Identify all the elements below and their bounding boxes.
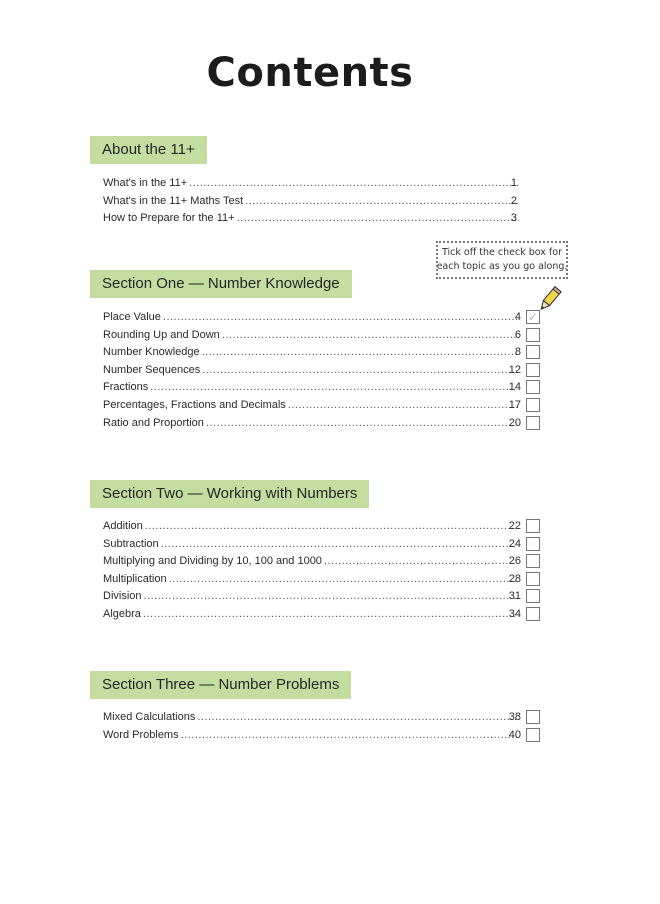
entry-page-number: 14 (508, 381, 521, 394)
entry-title: Mixed Calculations (103, 709, 197, 727)
dot-leader (202, 344, 517, 362)
entry-page-number: 28 (508, 572, 521, 585)
entry-list-section-one (103, 309, 543, 432)
topic-checkbox[interactable] (526, 607, 540, 621)
topic-checkbox[interactable] (526, 380, 540, 394)
topic-checkbox[interactable] (526, 363, 540, 377)
topic-checkbox[interactable] (526, 554, 540, 568)
dot-leader (163, 309, 517, 327)
entry-title: Ratio and Proportion (103, 415, 206, 433)
toc-entry[interactable] (103, 397, 543, 415)
entry-title: Number Sequences (103, 362, 202, 380)
topic-checkbox[interactable] (526, 519, 540, 533)
toc-entry[interactable] (103, 362, 543, 380)
toc-entry[interactable] (103, 571, 543, 589)
entry-page-number: 3 (510, 212, 517, 225)
entry-title: Place Value (103, 309, 163, 327)
topic-checkbox[interactable] (526, 310, 540, 324)
toc-entry[interactable] (103, 553, 543, 571)
dot-leader (181, 727, 517, 745)
topic-checkbox[interactable] (526, 572, 540, 586)
dot-leader (324, 553, 517, 571)
section-header-about: About the 11+ (90, 136, 207, 164)
toc-entry[interactable] (103, 175, 543, 193)
entry-page-number: 8 (514, 346, 521, 359)
section-header-three: Section Three — Number Problems (90, 671, 351, 699)
toc-entry[interactable] (103, 210, 543, 228)
entry-title: Number Knowledge (103, 344, 202, 362)
note-line: Tick off the check box for (442, 247, 562, 258)
entry-page-number: 4 (514, 311, 521, 323)
entry-list-section-three (103, 709, 543, 744)
entry-list-about (103, 175, 543, 228)
dot-leader (145, 518, 517, 536)
section-header-two: Section Two — Working with Numbers (90, 480, 369, 508)
entry-page-number: 38 (508, 711, 521, 723)
entry-title: Word Problems (103, 727, 181, 745)
toc-entry[interactable] (103, 606, 543, 624)
entry-title: Subtraction (103, 536, 161, 554)
entry-page-number: 20 (508, 416, 521, 429)
dot-leader (150, 379, 517, 397)
tick-instruction-note (436, 241, 568, 279)
toc-entry[interactable] (103, 727, 543, 745)
topic-checkbox[interactable] (526, 416, 540, 430)
toc-entry[interactable] (103, 193, 543, 211)
entry-title: Multiplying and Dividing by 10, 100 and 1000 (103, 553, 324, 571)
topic-checkbox[interactable] (526, 710, 540, 724)
dot-leader (245, 193, 519, 211)
dot-leader (237, 210, 519, 228)
toc-entry[interactable] (103, 536, 543, 554)
topic-checkbox[interactable] (526, 328, 540, 342)
dot-leader (222, 327, 517, 345)
entry-page-number: 17 (508, 398, 521, 411)
entry-page-number: 34 (508, 607, 521, 620)
topic-checkbox[interactable] (526, 345, 540, 359)
entry-title: Fractions (103, 379, 150, 397)
entry-page-number: 24 (508, 537, 521, 550)
toc-entry[interactable] (103, 518, 543, 536)
toc-entry[interactable] (103, 327, 543, 345)
entry-list-section-two (103, 518, 543, 624)
entry-page-number: 26 (508, 555, 521, 568)
entry-page-number: 40 (508, 728, 521, 741)
entry-title: Addition (103, 518, 145, 536)
toc-entry[interactable] (103, 588, 543, 606)
toc-entry[interactable] (103, 344, 543, 362)
dot-leader (288, 397, 517, 415)
dot-leader (206, 415, 517, 433)
entry-page-number: 2 (510, 194, 517, 207)
entry-title: Rounding Up and Down (103, 327, 222, 345)
dot-leader (197, 709, 517, 727)
note-line: each topic as you go along. (436, 261, 568, 272)
entry-title: Percentages, Fractions and Decimals (103, 397, 288, 415)
entry-title: What's in the 11+ (103, 175, 189, 193)
dot-leader (169, 571, 517, 589)
topic-checkbox[interactable] (526, 728, 540, 742)
dot-leader (189, 175, 519, 193)
dot-leader (202, 362, 517, 380)
toc-entry[interactable] (103, 709, 543, 727)
toc-entry[interactable] (103, 379, 543, 397)
entry-page-number: 6 (514, 328, 521, 341)
entry-title: Division (103, 588, 144, 606)
toc-entry[interactable] (103, 309, 543, 327)
entry-title: What's in the 11+ Maths Test (103, 193, 245, 211)
topic-checkbox[interactable] (526, 589, 540, 603)
entry-title: Multiplication (103, 571, 169, 589)
page-title: Contents (206, 50, 414, 96)
entry-title: Algebra (103, 606, 143, 624)
topic-checkbox[interactable] (526, 398, 540, 412)
entry-title: How to Prepare for the 11+ (103, 210, 237, 228)
checkmark-icon: ✓ (528, 310, 539, 324)
entry-page-number: 12 (508, 363, 521, 376)
topic-checkbox[interactable] (526, 537, 540, 551)
dot-leader (144, 588, 517, 606)
entry-page-number: 22 (508, 520, 521, 532)
dot-leader (143, 606, 517, 624)
toc-entry[interactable] (103, 415, 543, 433)
dot-leader (161, 536, 517, 554)
section-header-one: Section One — Number Knowledge (90, 270, 352, 298)
entry-page-number: 31 (508, 590, 521, 603)
entry-page-number: 1 (510, 177, 517, 189)
